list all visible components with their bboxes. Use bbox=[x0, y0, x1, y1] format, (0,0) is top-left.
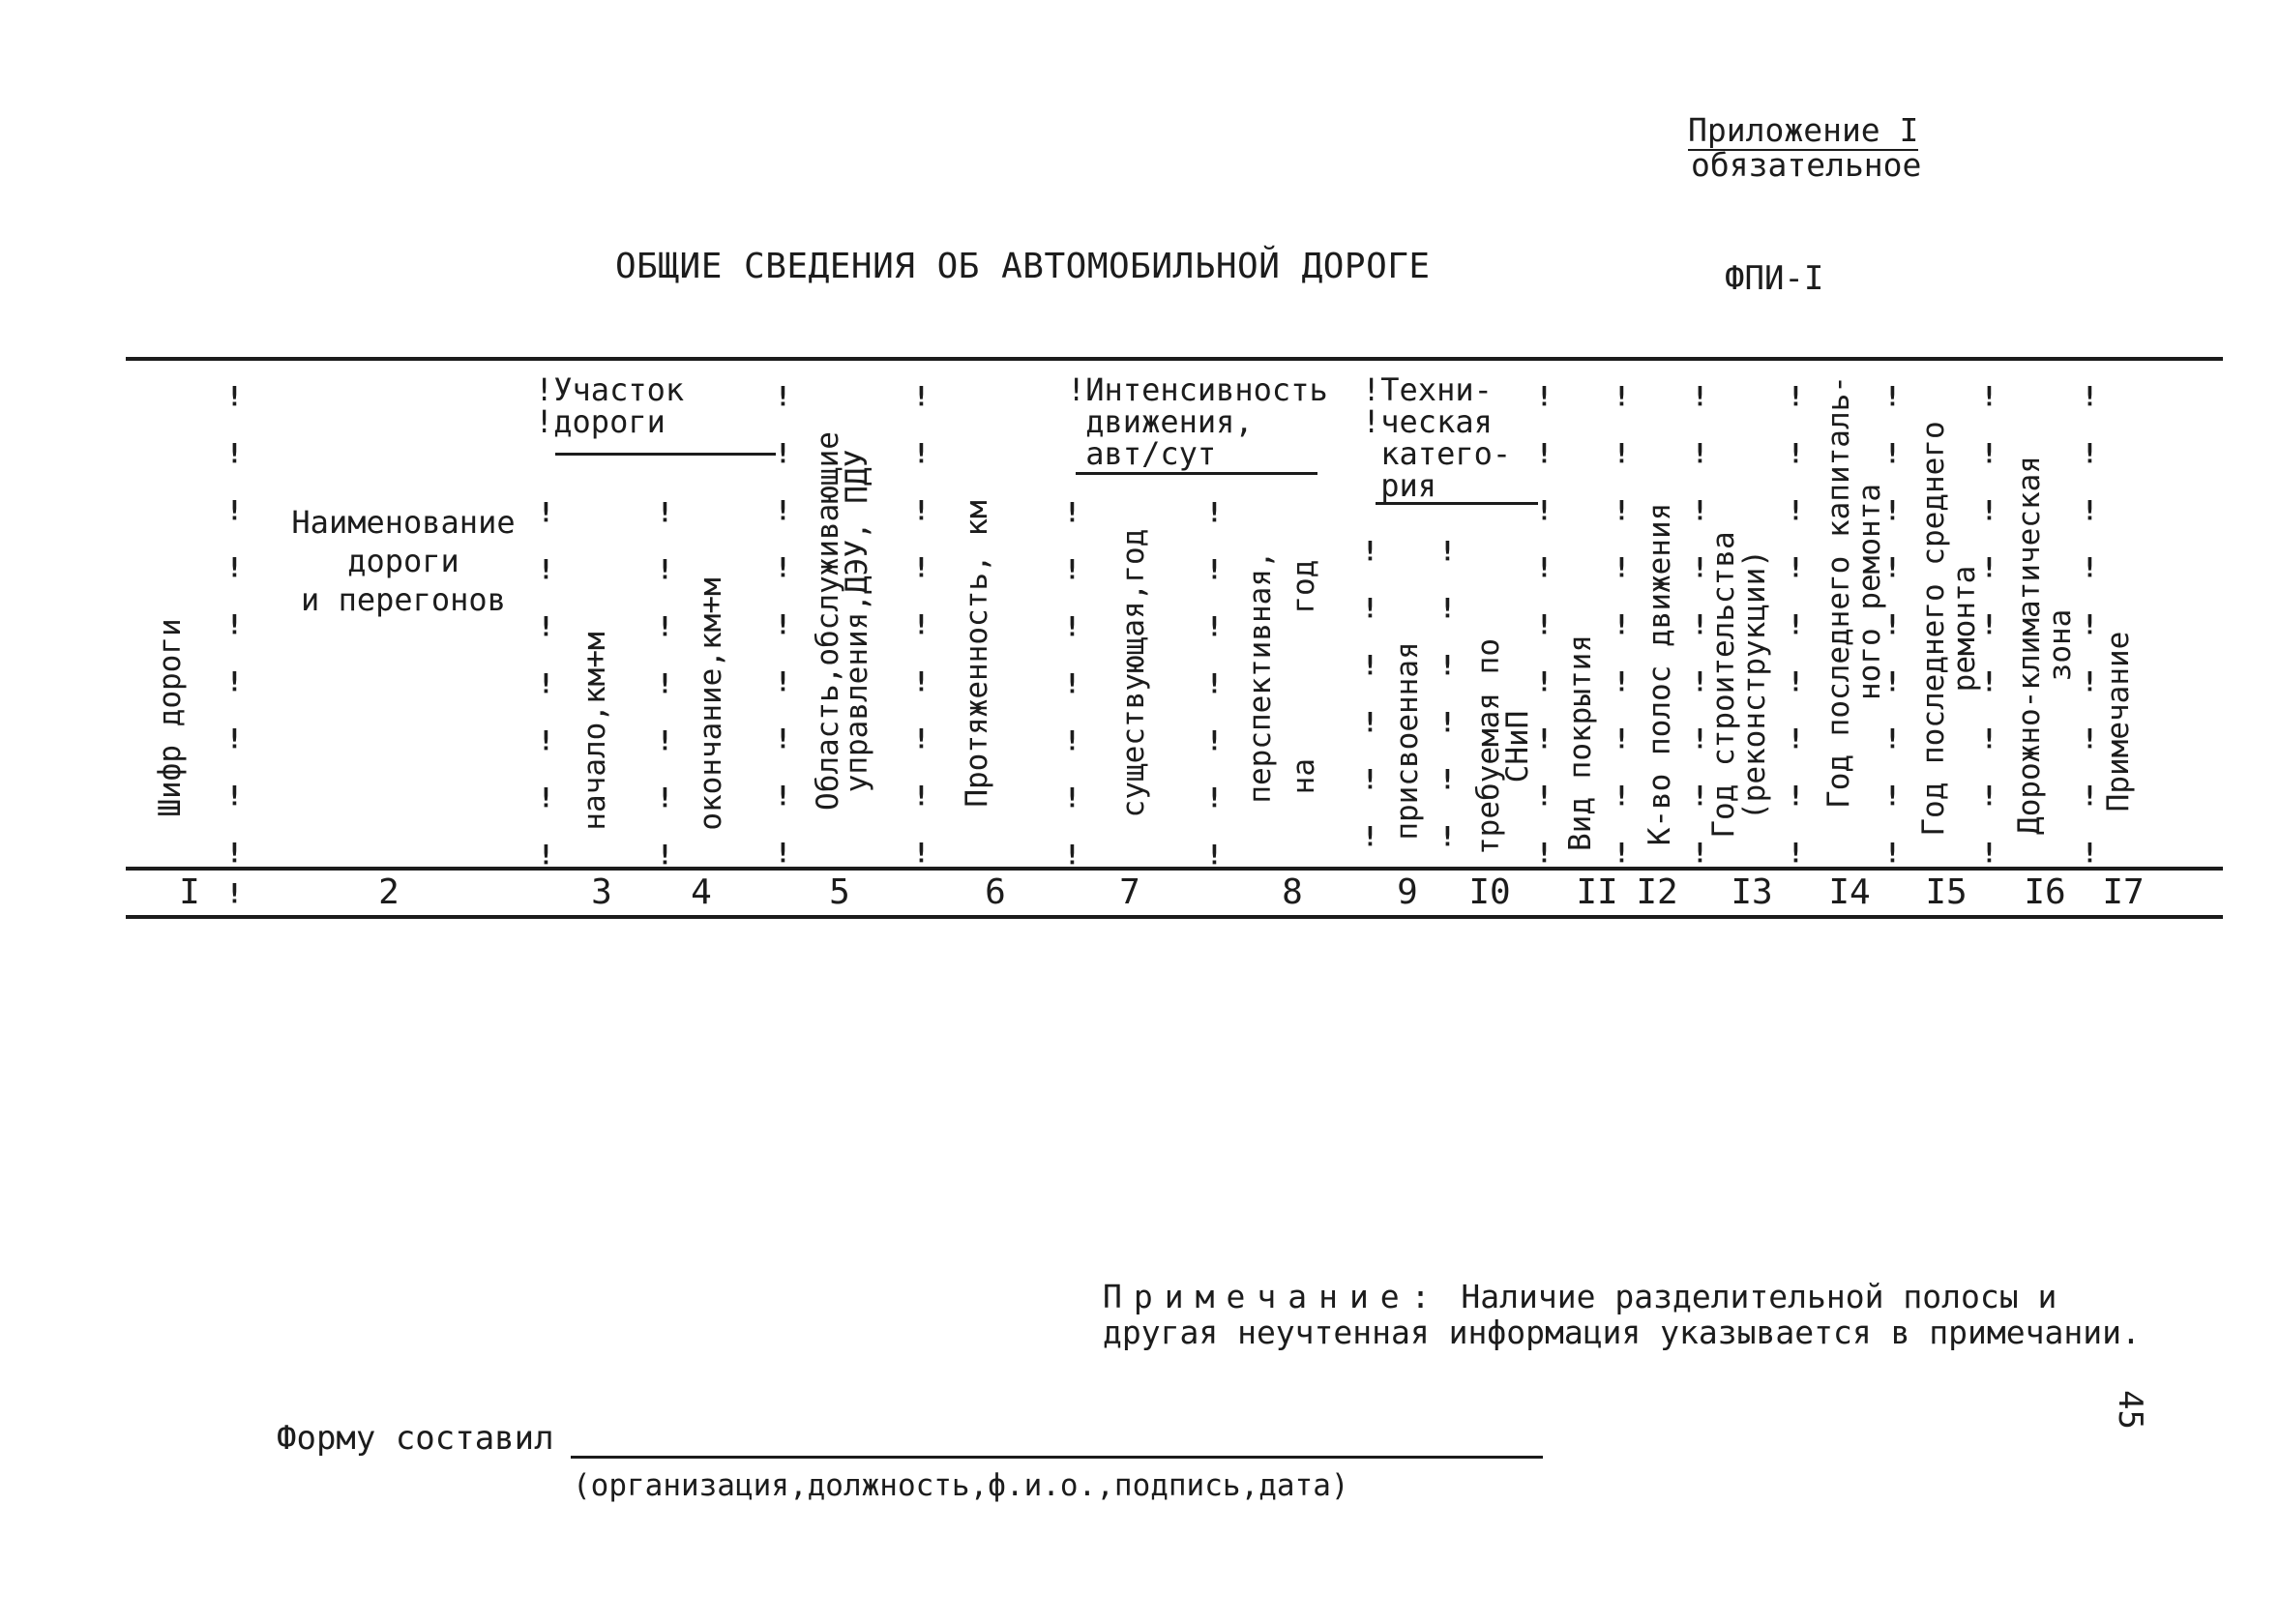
lanes-count-header: К-во полос движения bbox=[1643, 502, 1677, 846]
length-header: Протяженность, км bbox=[960, 500, 994, 808]
compiled-by-label: Форму составил bbox=[277, 1419, 554, 1458]
note bbox=[1103, 1279, 2141, 1350]
column-separator: ! ! ! ! ! ! ! ! ! bbox=[1613, 380, 1630, 869]
section-start-header: начало,км+м bbox=[577, 632, 612, 831]
number-row-separators: ! bbox=[226, 877, 243, 909]
column-number: I0 bbox=[1468, 872, 1511, 912]
column-separator: ! ! ! ! ! ! ! ! ! bbox=[1788, 380, 1804, 869]
column-number: I4 bbox=[1828, 872, 1871, 912]
column-number: 5 bbox=[829, 872, 850, 912]
section-group-rule bbox=[555, 453, 776, 456]
table-top-rule bbox=[126, 357, 2223, 361]
column-separator: ! ! ! ! ! ! ! bbox=[1064, 496, 1080, 871]
appendix-title: Приложение I bbox=[1688, 111, 1919, 149]
column-separator: ! ! ! ! ! ! ! ! ! bbox=[775, 380, 791, 869]
column-number: 8 bbox=[1282, 872, 1303, 912]
column-number: I bbox=[179, 872, 200, 912]
medium-repair-year-header: Год последнего среднего ремонта bbox=[1916, 421, 1982, 837]
note-text-line1: Наличие разделительной полосы и bbox=[1441, 1278, 2057, 1315]
region-management-header: Область,обслуживающие управления,ДЭУ, ПДУ bbox=[811, 431, 874, 811]
column-separator: ! ! ! ! ! ! ! ! ! bbox=[2082, 380, 2098, 869]
column-number: 2 bbox=[378, 872, 400, 912]
prospective-intensity-header: перспективная, на год bbox=[1243, 550, 1321, 804]
signature-line bbox=[571, 1456, 1543, 1459]
surface-type-header: Вид покрытия bbox=[1563, 635, 1598, 851]
required-category-header: требуемая по СНиП bbox=[1471, 638, 1535, 855]
header-bottom-rule bbox=[126, 867, 2223, 871]
column-number: 9 bbox=[1397, 872, 1418, 912]
form-code: ФПИ-I bbox=[1725, 259, 1824, 298]
column-separator: ! ! ! ! ! ! ! bbox=[538, 496, 554, 871]
column-number: 3 bbox=[591, 872, 612, 912]
capital-repair-year-header: Год последнего капиталь- ного ремонта bbox=[1821, 375, 1887, 809]
column-number: 7 bbox=[1119, 872, 1140, 912]
category-group-header: !Техни- !ческая катего- рия bbox=[1362, 371, 1512, 504]
column-separator: ! ! ! ! ! ! ! ! ! bbox=[1981, 380, 1998, 869]
existing-intensity-header: существующая,год bbox=[1116, 528, 1151, 818]
note-text-line2: другая неучтенная информация указывается в примечании. bbox=[1103, 1314, 2141, 1351]
column-number: I2 bbox=[1636, 872, 1678, 912]
column-separator: ! ! ! ! ! ! ! ! ! bbox=[1692, 380, 1708, 869]
column-separator: ! ! ! ! ! ! ! bbox=[1206, 496, 1223, 871]
form-title: ОБЩИЕ СВЕДЕНИЯ ОБ АВТОМОБИЛЬНОЙ ДОРОГЕ bbox=[615, 247, 1431, 286]
road-code-header: Шифр дороги bbox=[153, 618, 188, 817]
column-number: I5 bbox=[1925, 872, 1968, 912]
column-number: I7 bbox=[2102, 872, 2145, 912]
section-end-header: окончание,км+м bbox=[694, 577, 728, 831]
page-number: 45 bbox=[2111, 1390, 2149, 1430]
column-number: I3 bbox=[1731, 872, 1773, 912]
road-name-header: Наименование дороги и перегонов bbox=[291, 504, 516, 618]
signature-hint: (организация,должность,ф.и.о.,подпись,дата) bbox=[573, 1468, 1349, 1503]
column-number: I6 bbox=[2024, 872, 2066, 912]
section-group-header: !Участок !дороги bbox=[535, 371, 685, 440]
intensity-group-header: !Интенсивность движения, авт/сут bbox=[1067, 371, 1328, 472]
column-separator: ! ! ! ! ! ! ! ! ! bbox=[1536, 380, 1553, 869]
intensity-group-rule bbox=[1076, 472, 1317, 475]
construction-year-header: Год строительства (реконструкции) bbox=[1706, 531, 1772, 839]
table-bottom-rule bbox=[126, 915, 2223, 919]
appendix-subtitle: обязательное bbox=[1691, 146, 1922, 184]
column-separator: ! ! ! ! ! ! ! ! ! bbox=[226, 380, 243, 869]
note-label: Примечание: bbox=[1103, 1278, 1442, 1315]
column-separator: ! ! ! ! ! ! ! ! ! bbox=[1884, 380, 1901, 869]
column-number: 6 bbox=[985, 872, 1006, 912]
remarks-header: Примечание bbox=[2101, 631, 2136, 812]
column-separator: ! ! ! ! ! ! bbox=[1362, 535, 1378, 852]
column-number: II bbox=[1576, 872, 1618, 912]
column-separator: ! ! ! ! ! ! bbox=[1439, 535, 1456, 852]
column-number: 4 bbox=[691, 872, 712, 912]
column-separator: ! ! ! ! ! ! ! ! ! bbox=[913, 380, 930, 869]
climate-zone-header: Дорожно-климатическая зона bbox=[2012, 456, 2078, 835]
column-separator: ! ! ! ! ! ! ! bbox=[657, 496, 673, 871]
assigned-category-header: присвоенная bbox=[1390, 641, 1425, 841]
